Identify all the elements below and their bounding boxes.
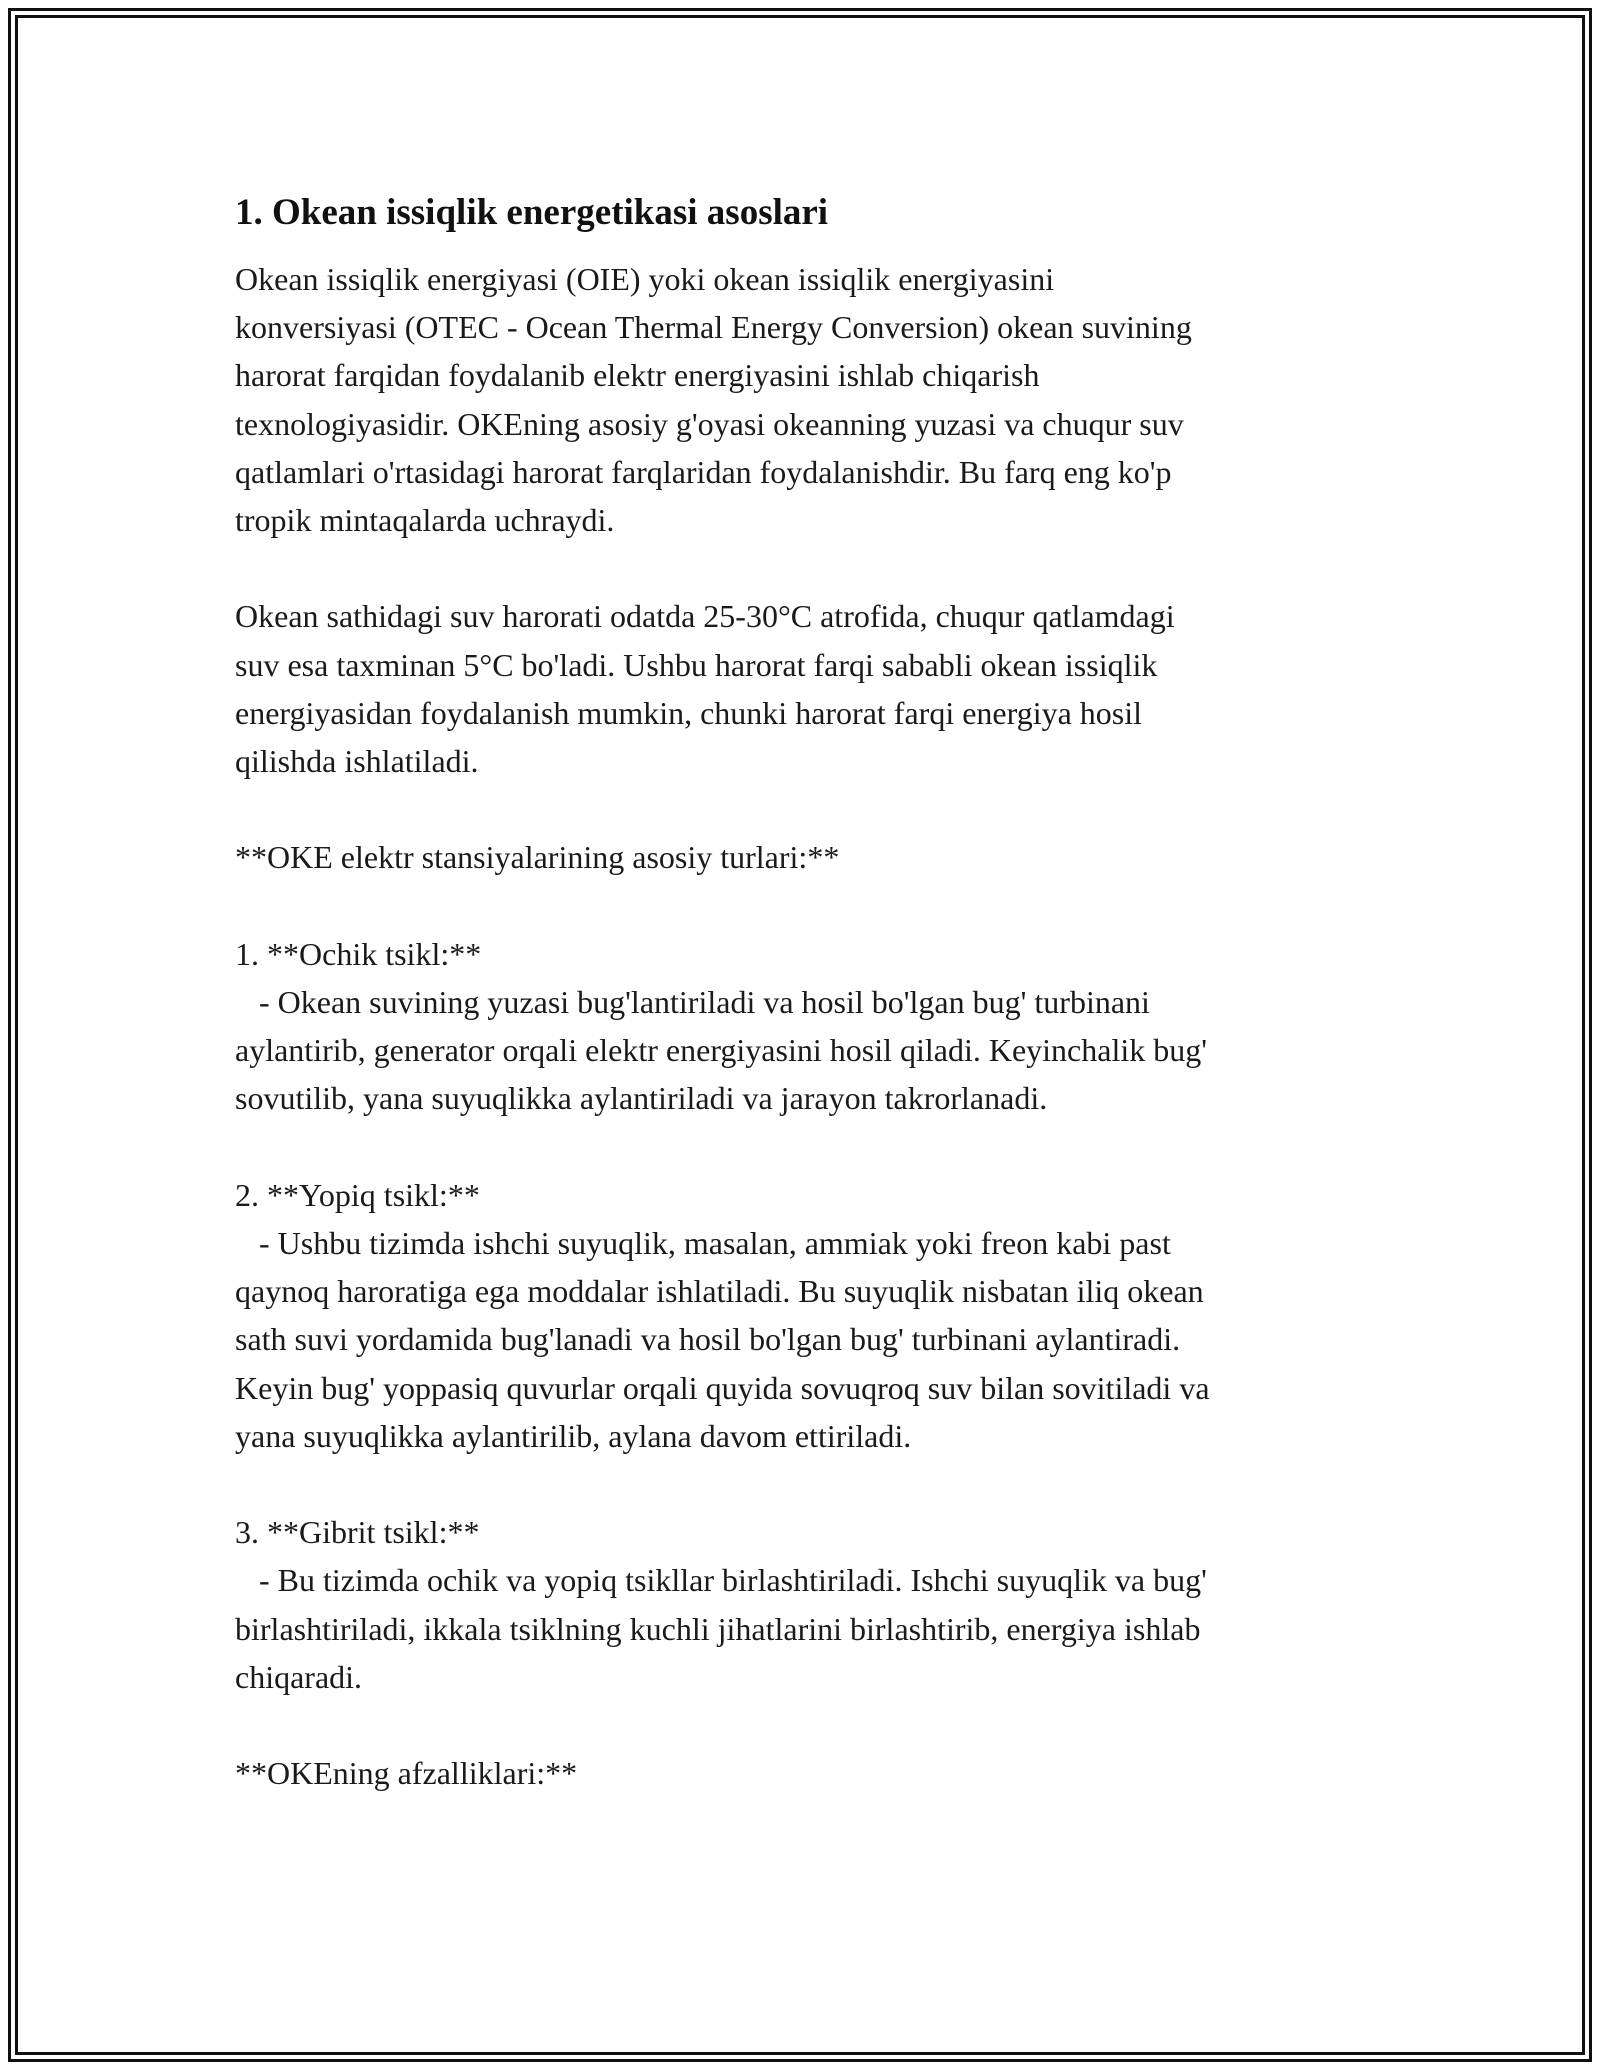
types-heading: **OKE elektr stansiyalarining asosiy turlari:**	[235, 839, 840, 876]
list-item-title: 2. **Yopiq tsikl:**	[235, 1176, 480, 1213]
document-body	[235, 183, 1365, 1797]
list-item-text: - Ushbu tizimda ishchi suyuqlik, masalan, ammiak yoki freon kabi past qaynoq haroratiga ega moddalar ishlatiladi. Bu suyuqlik nisbatan iliq okean sath suvi yordamida bug'lanadi va hosil bo'lgan bug' turbinani aylantiradi. Keyin bug' yoppasiq quvurlar orqali quyida sovuqroq suv bilan sovitiladi va yana suyuqlikka aylantirilib, aylana davom ettiriladi.	[235, 1225, 1210, 1454]
paragraph-spacer	[235, 544, 1365, 592]
list-item-text: - Okean suvining yuzasi bug'lantiriladi va hosil bo'lgan bug' turbinani aylantirib, generator orqali elektr energiyasini hosil qiladi. Keyinchalik bug' sovutilib, yana suyuqlikka aylantiriladi va jarayon takrorlanadi.	[235, 984, 1207, 1117]
advantages-heading: **OKEning afzalliklari:**	[235, 1755, 578, 1792]
paragraph-spacer	[235, 1701, 1365, 1749]
list-item-text: - Bu tizimda ochik va yopiq tsikllar birlashtiriladi. Ishchi suyuqlik va bug' birlashtiriladi, ikkala tsiklning kuchli jihatlarini birlashtirib, energiya ishlab chiqaradi.	[235, 1562, 1207, 1695]
list-item-title: 3. **Gibrit tsikl:**	[235, 1514, 480, 1551]
paragraph-spacer	[235, 785, 1365, 833]
temperature-paragraph: Okean sathidagi suv harorati odatda 25-30°C atrofida, chuqur qatlamdagi suv esa taxminan 5°C bo'ladi. Ushbu harorat farqi sababli okean issiqlik energiyasidan foydalanish mumkin, chunki harorat farqi energiya hosil qilishda ishlatiladi.	[235, 598, 1175, 780]
paragraph-spacer	[235, 1123, 1365, 1171]
intro-paragraph: Okean issiqlik energiyasi (OIE) yoki okean issiqlik energiyasini konversiyasi (OTEC - Ocean Thermal Energy Conversion) okean suvining harorat farqidan foydalanib elektr energiyasini ishlab chiqarish texnologiyasidir. OKEning asosiy g'oyasi okeanning yuzasi va chuqur suv qatlamlari o'rtasidagi harorat farqlaridan foydalanishdir. Bu farq eng ko'p tropik mintaqalarda uchraydi.	[235, 261, 1192, 539]
list-item-title: 1. **Ochik tsikl:**	[235, 935, 482, 972]
section-heading: 1. Okean issiqlik energetikasi asoslari	[235, 192, 829, 233]
paragraph-spacer	[235, 1460, 1365, 1508]
paragraph-spacer	[235, 882, 1365, 930]
